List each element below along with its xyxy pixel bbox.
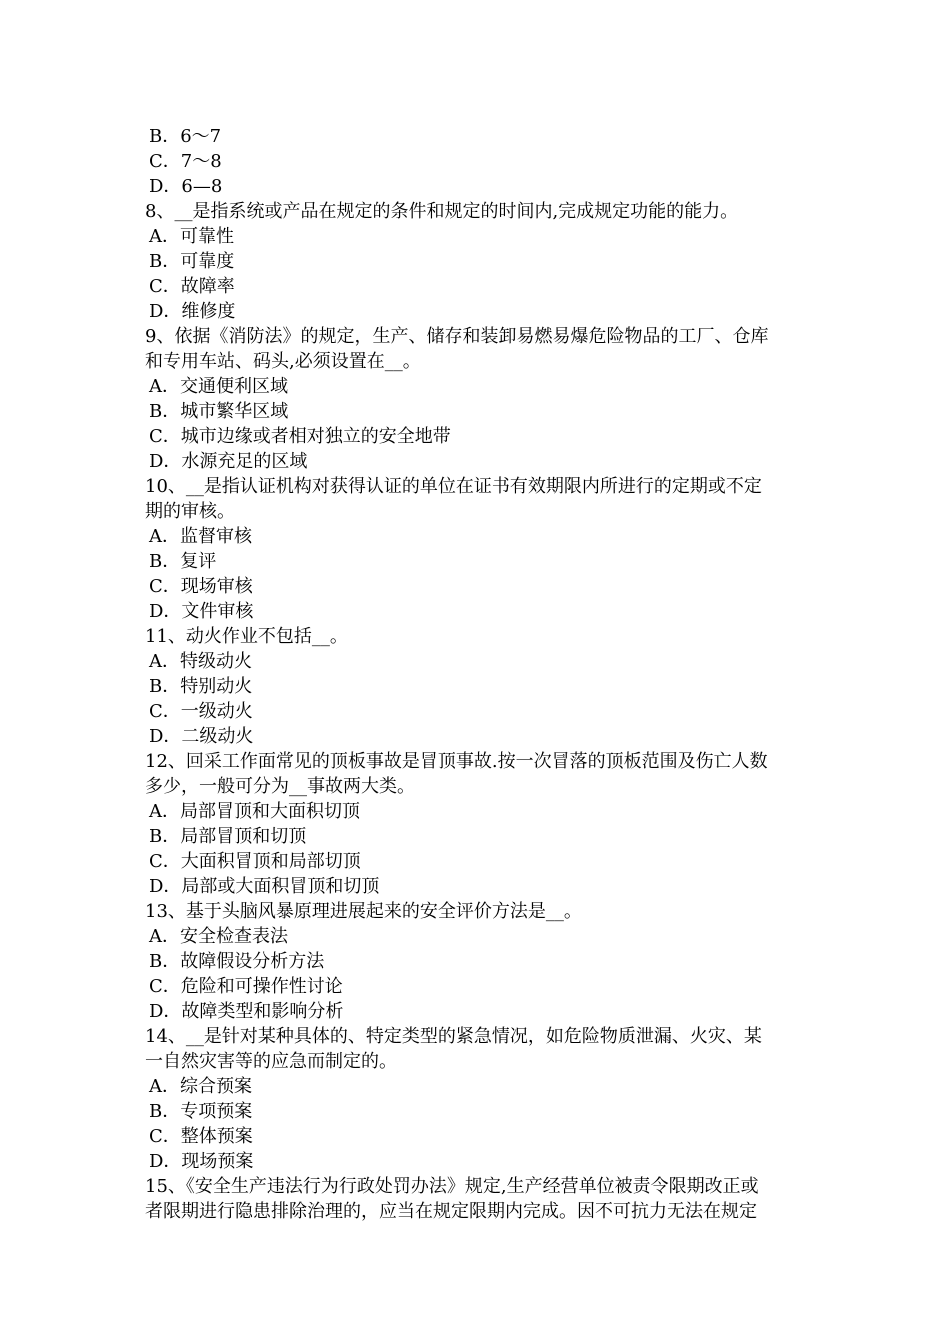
answer-option: D．局部或大面积冒顶和切顶 <box>149 876 380 897</box>
answer-option: A．特级动火 <box>149 651 252 672</box>
answer-option: C．大面积冒顶和局部切顶 <box>149 851 361 872</box>
answer-option: D．二级动火 <box>149 726 254 747</box>
answer-option: D．维修度 <box>149 301 236 322</box>
question-text: 11、动火作业不包括__。 <box>145 626 348 647</box>
answer-option: B．复评 <box>149 551 217 572</box>
question-text: 一自然灾害等的应急而制定的。 <box>145 1051 397 1072</box>
answer-option: C．一级动火 <box>149 701 253 722</box>
question-text: 13、基于头脑风暴原理进展起来的安全评价方法是__。 <box>145 901 582 922</box>
answer-option: D．6—8 <box>149 176 223 197</box>
answer-option: A．可靠性 <box>149 226 234 247</box>
answer-option: A．安全检查表法 <box>149 926 288 947</box>
question-text: 期的审核。 <box>145 501 235 522</box>
question-text: 8、__是指系统或产品在规定的条件和规定的时间内,完成规定功能的能力。 <box>145 201 739 222</box>
question-text: 15、《安全生产违法行为行政处罚办法》规定,生产经营单位被责令限期改正或 <box>145 1176 759 1197</box>
question-text: 10、__是指认证机构对获得认证的单位在证书有效期限内所进行的定期或不定 <box>145 476 762 497</box>
answer-option: B．特别动火 <box>149 676 253 697</box>
answer-option: C．故障率 <box>149 276 235 297</box>
answer-option: A．综合预案 <box>149 1076 252 1097</box>
question-text: 14、__是针对某种具体的、特定类型的紧急情况，如危险物质泄漏、火灾、某 <box>145 1026 762 1047</box>
answer-option: D．水源充足的区域 <box>149 451 308 472</box>
question-text: 多少，一般可分为__事故两大类。 <box>145 776 415 797</box>
question-text: 9、依据《消防法》的规定，生产、储存和装卸易燃易爆危险物品的工厂、仓库 <box>145 326 769 347</box>
answer-option: C．整体预案 <box>149 1126 253 1147</box>
answer-option: B．6～7 <box>149 126 222 147</box>
answer-option: B．可靠度 <box>149 251 235 272</box>
answer-option: B．局部冒顶和切顶 <box>149 826 307 847</box>
question-text: 和专用车站、码头,必须设置在__。 <box>145 351 421 372</box>
question-text: 者限期进行隐患排除治理的，应当在规定限期内完成。因不可抗力无法在规定 <box>145 1201 757 1222</box>
document-body <box>145 124 809 1224</box>
answer-option: D．现场预案 <box>149 1151 254 1172</box>
answer-option: A．交通便利区域 <box>149 376 288 397</box>
answer-option: C．现场审核 <box>149 576 253 597</box>
answer-option: C．7～8 <box>149 151 222 172</box>
answer-option: D．故障类型和影响分析 <box>149 1001 344 1022</box>
answer-option: A．监督审核 <box>149 526 252 547</box>
answer-option: A．局部冒顶和大面积切顶 <box>149 801 360 822</box>
answer-option: C．城市边缘或者相对独立的安全地带 <box>149 426 451 447</box>
answer-option: B．城市繁华区域 <box>149 401 289 422</box>
question-text: 12、回采工作面常见的顶板事故是冒顶事故.按一次冒落的顶板范围及伤亡人数 <box>145 751 768 772</box>
answer-option: B．故障假设分析方法 <box>149 951 325 972</box>
answer-option: C．危险和可操作性讨论 <box>149 976 343 997</box>
answer-option: D．文件审核 <box>149 601 254 622</box>
answer-option: B．专项预案 <box>149 1101 253 1122</box>
